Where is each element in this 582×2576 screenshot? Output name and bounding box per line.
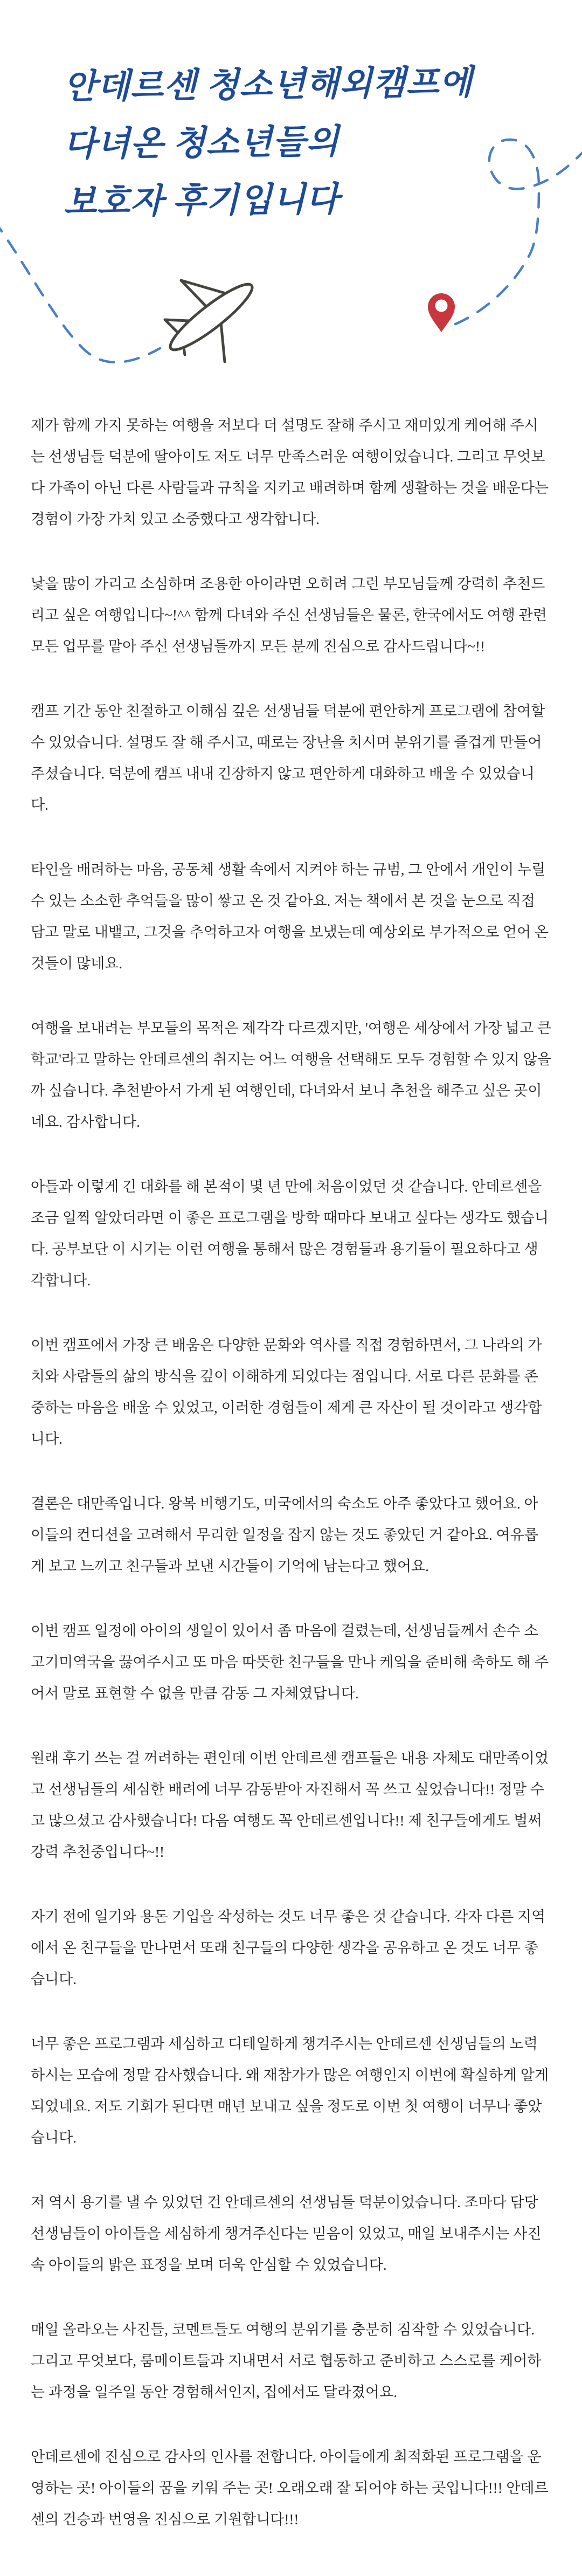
page-title [64, 56, 473, 229]
title-line: 보호자 후기입니다 [63, 180, 340, 221]
review-paragraph: 자기 전에 일기와 용돈 기입을 작성하는 것도 너무 좋은 것 같습니다. 각자 다른 지역에서 온 친구들을 만나면서 또래 친구들의 다양한 생각을 공유하고 온 것도 너무 좋습니다. [31, 1909, 546, 1987]
review-paragraph: 너무 좋은 프로그램과 세심하고 디테일하게 챙겨주시는 안데르센 선생님들의 노력하시는 모습에 정말 감사했습니다. 왜 재참가가 많은 여행인지 이번에 확실하게 알게 되었네요. 저도 기회가 된다면 매년 보내고 싶을 정도로 이번 첫 여행이 너무나 좋았습니다. [31, 2036, 549, 2146]
hero-section [0, 0, 582, 410]
review-paragraph: 낯을 많이 가리고 소심하며 조용한 아이라면 오히려 그런 부모님들께 강력히 추천드리고 싶은 여행입니다~!^^ 함께 다녀와 주신 선생님들은 물론, 한국에서도 여행 관련 모든 업무를 맡아 주신 선생님들까지 모든 분께 진심으로 감사드립니다~!! [31, 576, 547, 655]
review-paragraph: 저 역시 용기를 낼 수 있었던 건 안데르센의 선생님들 덕분이었습니다. 조마다 담당 선생님들이 아이들을 세심하게 챙겨주신다는 믿음이 있었고, 매일 보내주시는 사진 속 아이들의 밝은 표정을 보며 더욱 안심할 수 있었습니다. [31, 2194, 542, 2273]
flight-path-right [455, 140, 582, 324]
location-pin-icon [428, 293, 455, 332]
review-paragraph: 아들과 이렇게 긴 대화를 해 본적이 몇 년 만에 처음이었던 것 같습니다. 안데르센을 조금 일찍 알았더라면 이 좋은 프로그램을 방학 때마다 보내고 싶다는 생각도 했습니다. 공부보단 이 시기는 이런 여행을 통해서 많은 경험들과 용기들이 필요하다고 생각합니다. [31, 1179, 549, 1289]
title-line: 다녀온 청소년들의 [63, 122, 340, 163]
flight-path-left [0, 220, 160, 362]
title-line: 안데르센 청소년해외캠프에 [63, 64, 473, 106]
review-paragraph: 원래 후기 쓰는 걸 꺼려하는 편인데 이번 안데르센 캠프들은 내용 자체도 대만족이었고 선생님들의 세심한 배려에 너무 감동받아 자진해서 꼭 쓰고 싶었습니다!! 정말 수고 많으셨고 감사했습니다! 다음 여행도 꼭 안데르센입니다!! 제 친구들에게도 벌써 강력 추천중입니다~!! [31, 1750, 549, 1860]
review-paragraph: 여행을 보내려는 부모들의 목적은 제각각 다르겠지만, '여행은 세상에서 가장 넓고 큰 학교'라고 말하는 안데르센의 취지는 어느 여행을 선택해도 모두 경험할 수 있지 않을까 싶습니다. 추천받아서 가게 된 여행인데, 다녀와서 보니 추천을 해주고 싶은 곳이네요. 감사합니다. [31, 1020, 551, 1130]
review-paragraph: 타인을 배려하는 마음, 공동체 생활 속에서 지켜야 하는 규범, 그 안에서 개인이 누릴 수 있는 소소한 추억들을 많이 쌓고 온 것 같아요. 저는 책에서 본 것을 눈으로 직접 담고 말로 내뱉고, 그것을 추억하고자 여행을 보냈는데 예상외로 부가적으로 얻어 온 것들이 많네요. [31, 862, 549, 972]
review-paragraph: 이번 캠프 일정에 아이의 생일이 있어서 좀 마음에 걸렸는데, 선생님들께서 손수 소고기미역국을 끓여주시고 또 마음 따뜻한 친구들을 만나 케잌을 준비해 축하도 해 주어서 말로 표현할 수 없을 만큼 감동 그 자체였답니다. [31, 1623, 549, 1702]
reviews-section [0, 410, 582, 2535]
review-paragraph: 결론은 대만족입니다. 왕복 비행기도, 미국에서의 숙소도 아주 좋았다고 했어요. 아이들의 컨디션을 고려해서 무리한 일정을 잡지 않는 것도 좋았던 거 같아요. 여유롭게 보고 느끼고 친구들과 보낸 시간들이 기억에 남는다고 했어요. [31, 1496, 538, 1574]
review-paragraph: 안데르센에 진심으로 감사의 인사를 전합니다. 아이들에게 최적화된 프로그램을 운영하는 곳! 아이들의 꿈을 키워 주는 곳! 오래오래 잘 되어야 하는 곳입니다!!! 안데르센의 건승과 번영을 진심으로 기원합니다!!! [31, 2449, 549, 2527]
review-paragraph: 이번 캠프에서 가장 큰 배움은 다양한 문화와 역사를 직접 경험하면서, 그 나라의 가치와 사람들의 삶의 방식을 깊이 이해하게 되었다는 점입니다. 서로 다른 문화를 존중하는 마음을 배울 수 있었고, 이러한 경험들이 제게 큰 자산이 될 것이라고 생각합니다. [31, 1337, 542, 1447]
review-paragraph: 캠프 기간 동안 친절하고 이해심 깊은 선생님들 덕분에 편안하게 프로그램에 참여할 수 있었습니다. 설명도 잘 해 주시고, 때로는 장난을 치시며 분위기를 즐겁게 만들어 주셨습니다. 덕분에 캠프 내내 긴장하지 않고 편안하게 대화하고 배울 수 있었습니다. [31, 703, 545, 813]
review-paragraph: 제가 함께 가지 못하는 여행을 저보다 더 설명도 잘해 주시고 재미있게 케어해 주시는 선생님들 덕분에 딸아이도 저도 너무 만족스러운 여행이었습니다. 그리고 무엇보다 가족이 아닌 다른 사람들과 규칙을 지키고 배려하며 함께 생활하는 것을 배운다는 경험이 가장 가치 있고 소중했다고 생각합니다. [31, 417, 549, 527]
review-paragraph: 매일 올라오는 사진들, 코멘트들도 여행의 분위기를 충분히 짐작할 수 있었습니다. 그리고 무엇보다, 룸메이트들과 지내면서 서로 협동하고 준비하고 스스로를 케어하는 과정을 일주일 동안 경험해서인지, 집에서도 달라졌어요. [31, 2322, 542, 2400]
airplane-icon [164, 277, 259, 362]
